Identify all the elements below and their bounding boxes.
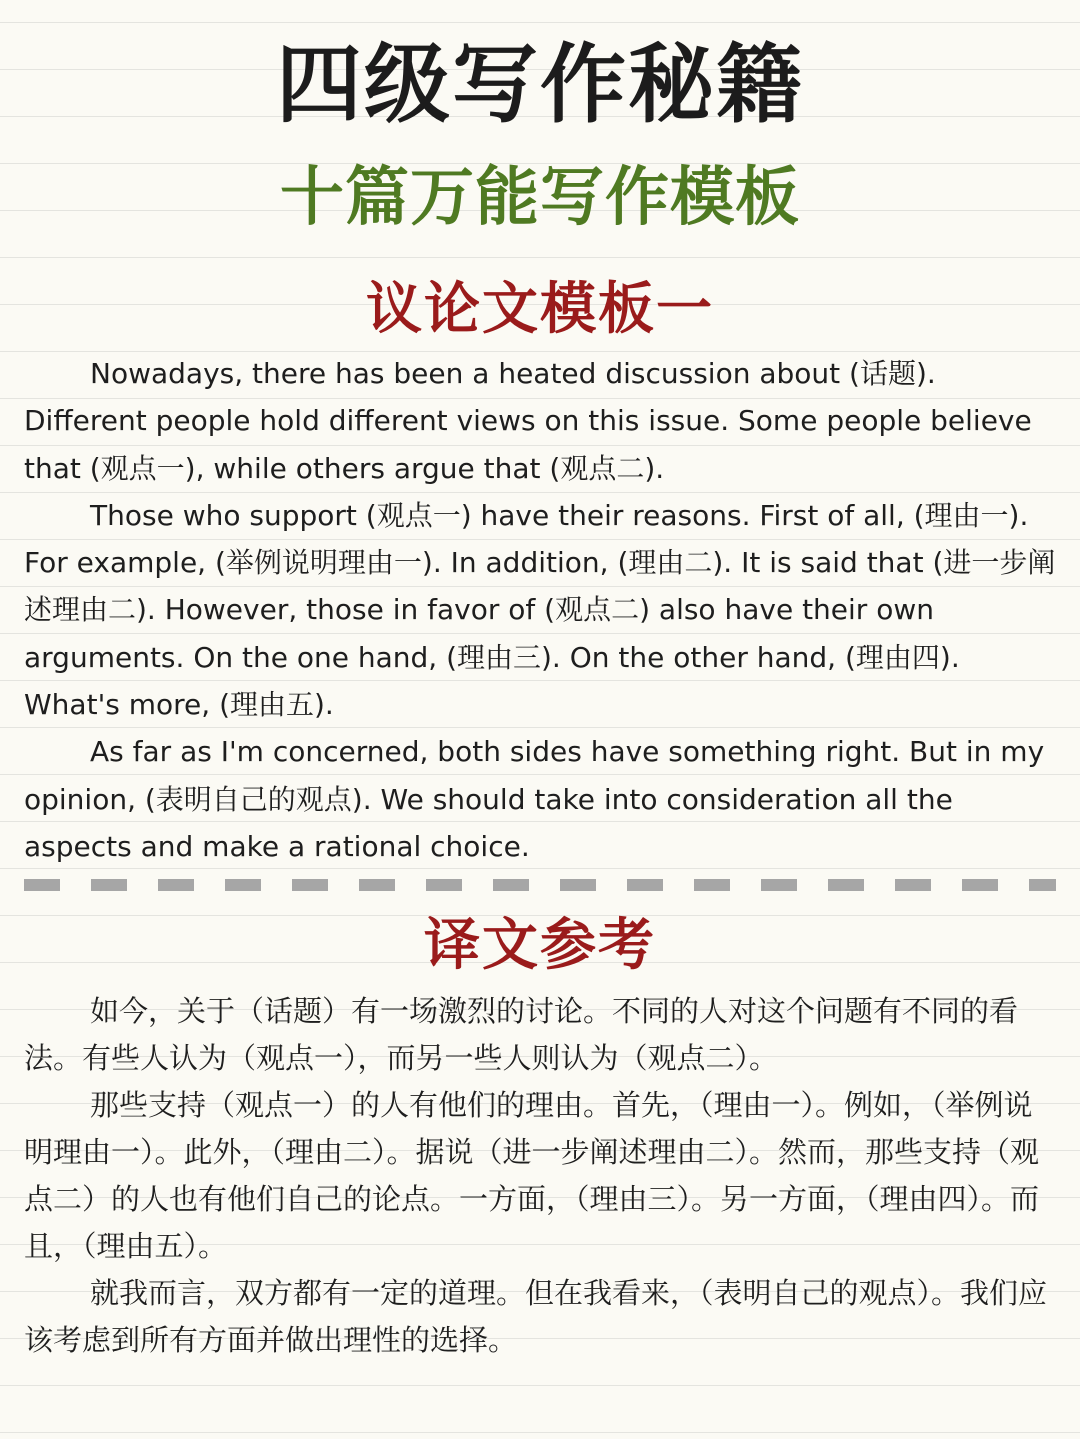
page-title: 四级写作秘籍: [276, 35, 804, 135]
template-paragraph-1: Nowadays, there has been a heated discussion about (话题). Different people hold different views on this issue. Some people believe that (观点一), while others argue that (观点二).: [24, 357, 1032, 485]
template-paragraph-2: Those who support (观点一) have their reasons. First of all, (理由一). For example, (举例说明理由一). In addition, (理由二). It is said that (进一步阐述理由二). However, those in favor of (观点二) also have their own arguments. On the one hand, (理由三). On the other hand, (理由四). What's more, (理由五).: [24, 498, 1056, 722]
page-subtitle: 十篇万能写作模板: [280, 161, 800, 235]
translation-paragraph-2: 那些支持（观点一）的人有他们的理由。首先，（理由一）。例如，（举例说明理由一）。此外，（理由二）。据说（进一步阐述理由二）。然而，那些支持（观点二）的人也有他们自己的论点。一方面，（理由三）。另一方面，（理由四）。而且，（理由五）。: [24, 1088, 1040, 1263]
translation-body: [24, 988, 1060, 1364]
translation-heading: 译文参考: [424, 912, 656, 978]
translation-paragraph-3: 就我而言，双方都有一定的道理。但在我看来，（表明自己的观点）。我们应该考虑到所有方面并做出理性的选择。: [24, 1276, 1048, 1357]
template-body: [24, 350, 1060, 870]
template-paragraph-3: As far as I'm concerned, both sides have something right. But in my opinion, (表明自己的观点). We should take into consideration all the aspects and make a rational choice.: [24, 735, 1045, 863]
translation-paragraph-1: 如今，关于（话题）有一场激烈的讨论。不同的人对这个问题有不同的看法。有些人认为（观点一），而另一些人则认为（观点二）。: [24, 994, 1019, 1075]
dashed-divider: [24, 879, 1056, 891]
template-heading: 议论文模板一: [366, 276, 714, 342]
